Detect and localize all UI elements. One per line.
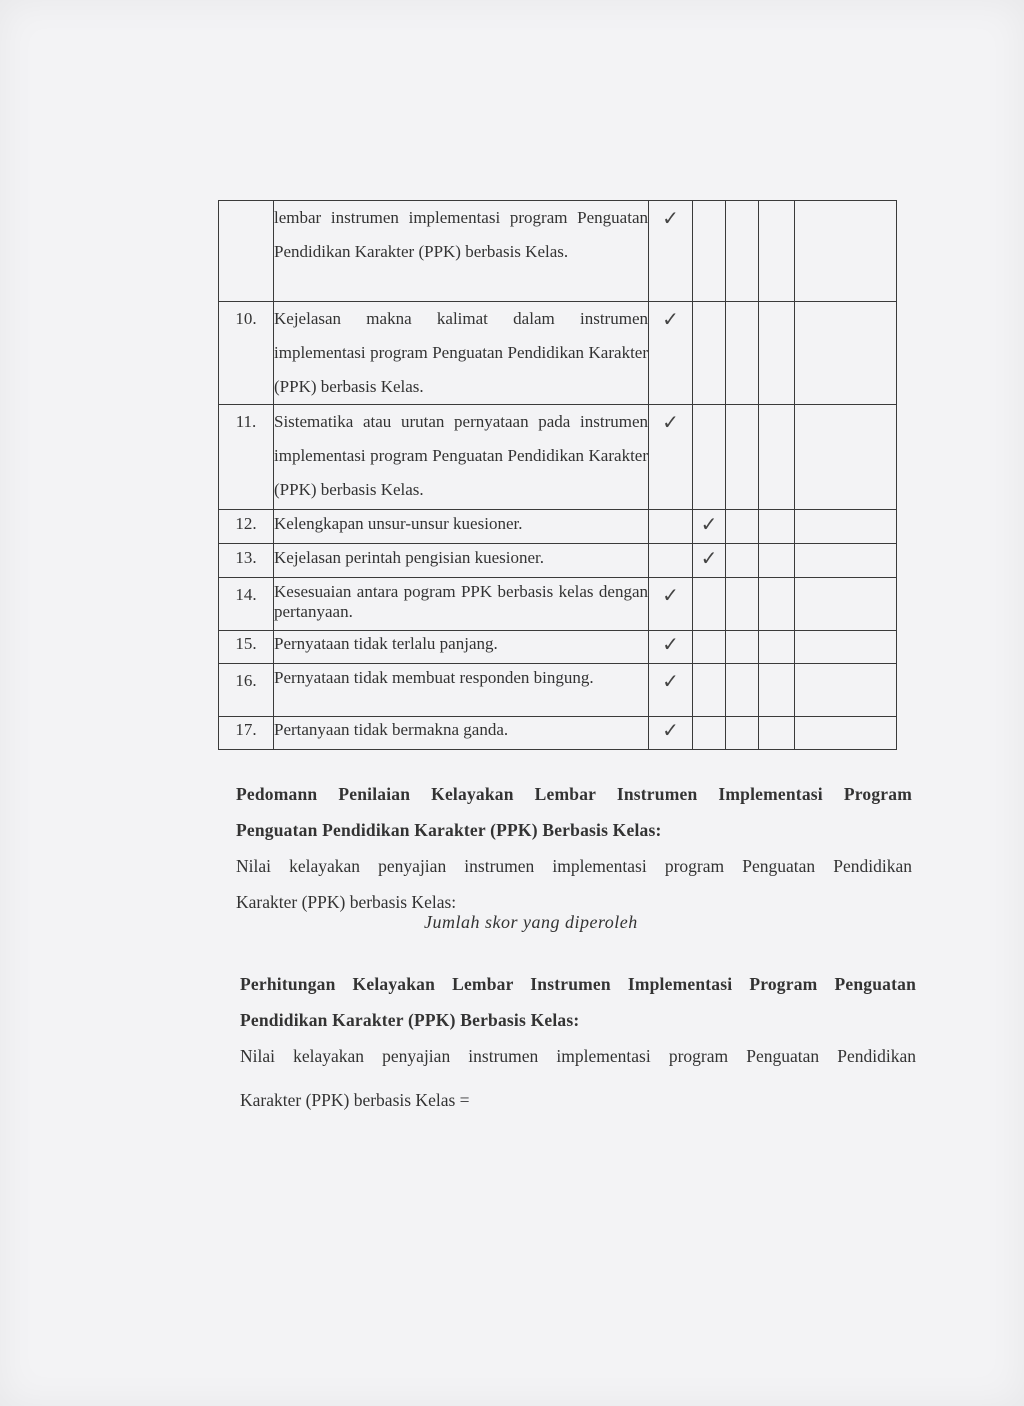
check-mark: ✓ [693, 510, 726, 544]
score-cell [759, 405, 795, 510]
row-statement: Kejelasan makna kalimat dalam instrumen implementasi program Penguatan Pendidikan Karakter (PPK) berbasis Kelas. [274, 302, 649, 405]
score-cell [759, 717, 795, 750]
row-statement: Pernyataan tidak membuat responden bingung. [274, 664, 649, 717]
check-mark: ✓ [649, 201, 693, 302]
guide-section [236, 776, 912, 920]
score-cell [693, 631, 726, 664]
formula-numerator: Jumlah skor yang diperoleh [424, 912, 638, 932]
guide-heading-cont: Penguatan Pendidikan Karakter (PPK) Berbasis Kelas: [236, 820, 662, 840]
table-row [219, 302, 897, 405]
table-row [219, 510, 897, 544]
table-row [219, 578, 897, 631]
notes-cell [795, 510, 897, 544]
notes-cell [795, 664, 897, 717]
notes-cell [795, 544, 897, 578]
score-cell [693, 302, 726, 405]
row-statement: Sistematika atau urutan pernyataan pada instrumen implementasi program Penguatan Pendidikan Karakter (PPK) berbasis Kelas. [274, 405, 649, 510]
row-statement: lembar instrumen implementasi program Penguatan Pendidikan Karakter (PPK) berbasis Kelas. [274, 201, 649, 302]
notes-cell [795, 717, 897, 750]
row-statement: Pernyataan tidak terlalu panjang. [274, 631, 649, 664]
score-cell [759, 631, 795, 664]
table-row [219, 631, 897, 664]
table-row [219, 544, 897, 578]
row-number: 14. [219, 578, 274, 631]
check-mark: ✓ [649, 664, 693, 717]
score-cell [759, 544, 795, 578]
score-cell [726, 302, 759, 405]
score-cell [726, 578, 759, 631]
notes-cell [795, 302, 897, 405]
row-statement: Kelengkapan unsur-unsur kuesioner. [274, 510, 649, 544]
row-number [219, 201, 274, 302]
notes-cell [795, 578, 897, 631]
score-cell [726, 664, 759, 717]
score-cell [726, 631, 759, 664]
calc-text-cont: Karakter (PPK) berbasis Kelas = [240, 1090, 470, 1110]
check-mark: ✓ [649, 405, 693, 510]
score-cell [759, 664, 795, 717]
notes-cell [795, 405, 897, 510]
calc-heading-cont: Pendidikan Karakter (PPK) Berbasis Kelas: [240, 1010, 580, 1030]
check-mark: ✓ [649, 578, 693, 631]
score-cell [693, 201, 726, 302]
row-number: 12. [219, 510, 274, 544]
table-row [219, 201, 897, 302]
guide-heading: Pedomann Penilaian Kelayakan Lembar Instrumen Implementasi Program [236, 784, 912, 804]
score-cell [759, 510, 795, 544]
row-statement: Pertanyaan tidak bermakna ganda. [274, 717, 649, 750]
score-cell [759, 201, 795, 302]
row-statement: Kejelasan perintah pengisian kuesioner. [274, 544, 649, 578]
score-cell [693, 578, 726, 631]
score-cell [693, 717, 726, 750]
check-mark: ✓ [693, 544, 726, 578]
assessment-table [218, 200, 897, 750]
score-cell [726, 510, 759, 544]
row-number: 10. [219, 302, 274, 405]
notes-cell [795, 631, 897, 664]
calc-text: Nilai kelayakan penyajian instrumen implementasi program Penguatan Pendidikan [240, 1046, 916, 1066]
row-number: 17. [219, 717, 274, 750]
row-statement: Kesesuaian antara pogram PPK berbasis kelas dengan pertanyaan. [274, 578, 649, 631]
score-cell [726, 717, 759, 750]
check-mark: ✓ [649, 717, 693, 750]
table-row [219, 664, 897, 717]
check-mark: ✓ [649, 631, 693, 664]
score-cell [649, 510, 693, 544]
table-row [219, 405, 897, 510]
score-cell [759, 578, 795, 631]
calc-heading: Perhitungan Kelayakan Lembar Instrumen Implementasi Program Penguatan [240, 974, 916, 994]
score-cell [726, 405, 759, 510]
table-row [219, 717, 897, 750]
row-number: 15. [219, 631, 274, 664]
row-number: 11. [219, 405, 274, 510]
score-cell [726, 201, 759, 302]
guide-text: Nilai kelayakan penyajian instrumen implementasi program Penguatan Pendidikan [236, 856, 912, 876]
score-cell [649, 544, 693, 578]
row-number: 16. [219, 664, 274, 717]
score-cell [693, 405, 726, 510]
score-cell [693, 664, 726, 717]
calc-section [240, 966, 916, 1118]
score-cell [726, 544, 759, 578]
row-number: 13. [219, 544, 274, 578]
notes-cell [795, 201, 897, 302]
guide-text-cont: Karakter (PPK) berbasis Kelas: [236, 892, 457, 912]
check-mark: ✓ [649, 302, 693, 405]
score-cell [759, 302, 795, 405]
